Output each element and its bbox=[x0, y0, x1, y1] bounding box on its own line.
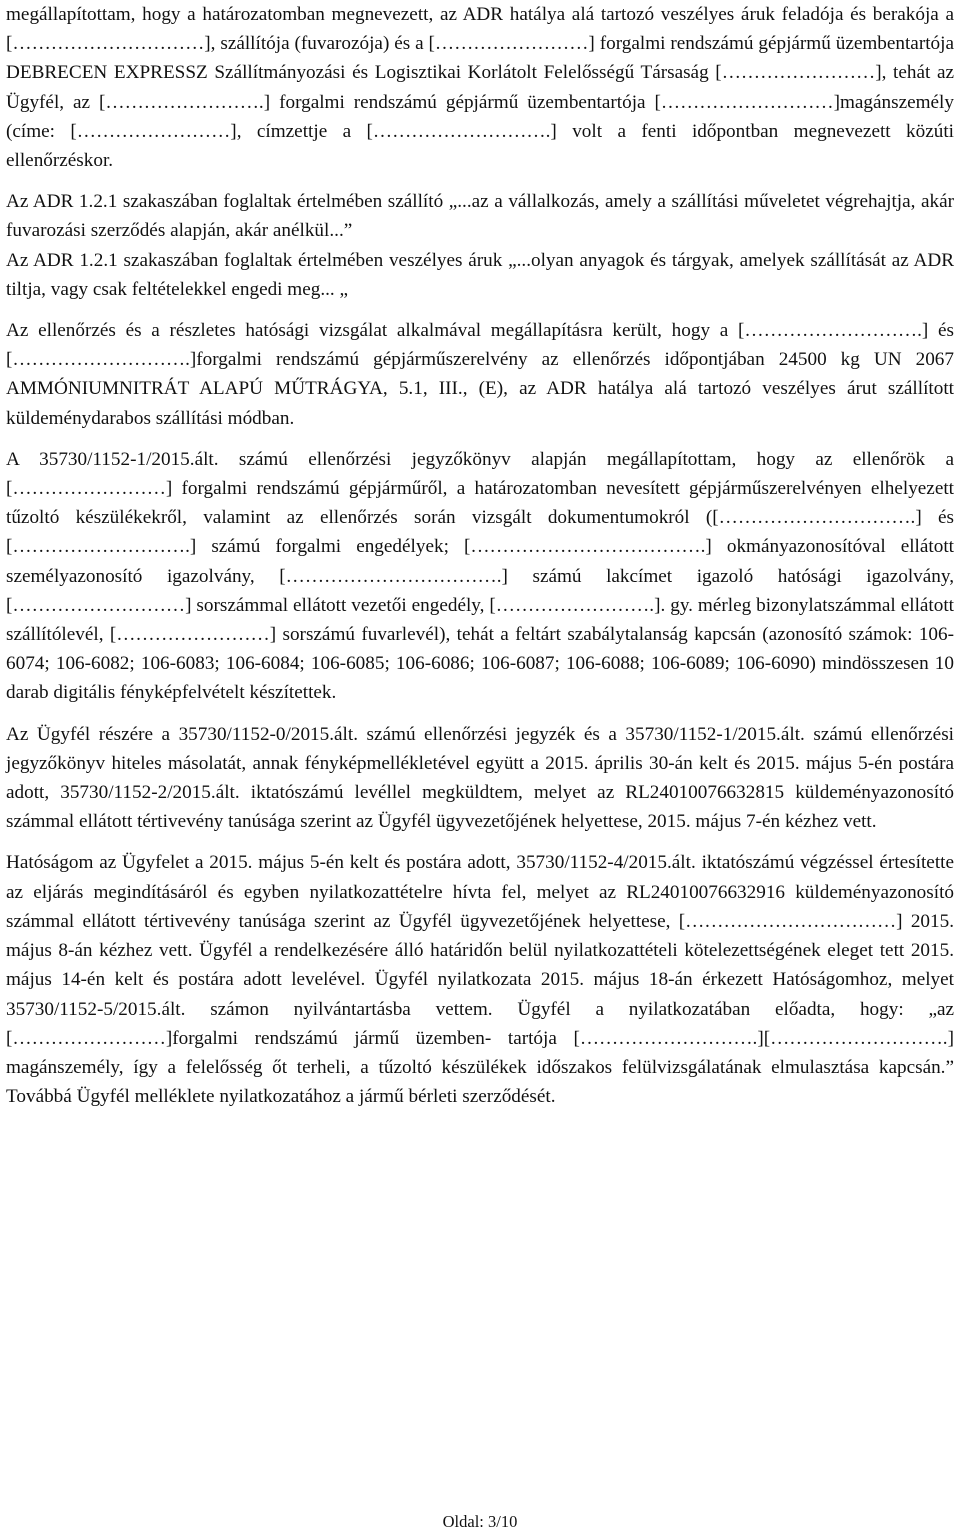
paragraph-inspection-report: A 35730/1152-1/2015.ált. számú ellenőrzési jegyzőkönyv alapján megállapítottam, hogy az ellenőrök a [……………………] forgalmi rendszámú gépjárműről, a határozatomban nevesített gépjárműszerelvényen elhelyezett tűzoltó készülékekről, valamint az ellenőrzés során vizsgált dokumentumokról ([………………………….] és [……………………….] számú forgalmi engedélyek; [……………………………….] okmányazonosítóval ellátott személyazonosító igazolvány, […………………………….] számú lakcímet igazoló hatósági igazolvány, [………………………] sorszámmal ellátott vezetői engedély, […………………….]. gy. mérleg bizonylatszámmal ellátott szállítólevél, [……………………] sorszámú fuvarlevél), tehát a feltárt szabálytalanság kapcsán (azonosító számok: 106-6074; 106-6082; 106-6083; 106-6084; 106-6085; 106-6086; 106-6087; 106-6088; 106-6089; 106-6090) mindösszesen 10 darab digitális fényképfelvételt készítettek. bbox=[6, 448, 954, 704]
paragraph-inspection-result: Az ellenőrzés és a részletes hatósági vizsgálat alkalmával megállapításra került, hogy a [……………………….] és [……………………….]forgalmi rendszámú gépjárműszerelvény az ellenőrzés időpontjában 24500 kg UN 2067 AMMÓNIUMNITRÁT ALAPÚ MŰTRÁGYA, 5.1, III., (E), az ADR hatálya alá tartozó veszélyes árut szállított küldeménydarabos szállítási módban. bbox=[6, 320, 954, 429]
paragraph-adr-dangerous-goods-definition: Az ADR 1.2.1 szakaszában foglaltak értelmében veszélyes áruk „...olyan anyagok és tárgyak, amelyek szállítását az ADR tiltja, vagy csak feltételekkel engedi meg... „ bbox=[6, 249, 954, 300]
paragraph-client-notification: Az Ügyfél részére a 35730/1152-0/2015.ált. számú ellenőrzési jegyzék és a 35730/1152-1/2015.ált. számú ellenőrzési jegyzőkönyv hiteles másolatát, annak fényképmellékletével együtt a 2015. április 30-án kelt és 2015. május 5-én postára adott, 35730/1152-2/2015.ált. iktatószámú levéllel megküldtem, melyet az RL24010076632815 küldeményazonosító számmal ellátott tértivevény tanúsága szerint az Ügyfél ügyvezetőjének helyettese, 2015. május 7-én kézhez vett. bbox=[6, 723, 954, 833]
page-number-footer: Oldal: 3/10 bbox=[442, 1512, 518, 1531]
document-page bbox=[6, 0, 954, 1111]
paragraph-findings-intro: megállapítottam, hogy a határozatomban megnevezett, az ADR hatálya alá tartozó veszélyes áruk feladója és berakója a […………………………], szállítója (fuvarozója) és a [……………………] forgalmi rendszámú gépjármű üzembentartója DEBRECEN EXPRESSZ Szállítmányozási és Logisztikai Korlátolt Felelősségű Társaság [……………………], tehát az Ügyfél, az […………………….] forgalmi rendszámú gépjármű üzembentartója [………………………]magánszemély (címe: [……………………], címzettje a [……………………….] volt a fenti időpontban megnevezett közúti ellenőrzéskor. bbox=[6, 4, 954, 172]
paragraph-procedure-initiation: Hatóságom az Ügyfelet a 2015. május 5-én kelt és postára adott, 35730/1152-4/2015.ált. iktatószámú végzéssel értesítette az eljárás megindításáról és egyben nyilatkozattételre hívta fel, melyet az RL24010076632916 küldeményazonosító számmal ellátott tértivevény tanúsága szerint az Ügyfél ügyvezetőjének helyettese, [……………………………] 2015. május 8-án kézhez vett. Ügyfél a rendelkezésére álló határidőn belül nyilatkozattételi kötelezettségének eleget tett 2015. május 14-én kelt és postára adott levelével. Ügyfél nyilatkozata 2015. május 18-án érkezett Hatóságomhoz, melyet 35730/1152-5/2015.ált. számon nyilvántartásba vettem. Ügyfél a nyilatkozatában előadta, hogy: „az [……………………]forgalmi rendszámú jármű üzemben- tartója [……………………….][……………………….] magánszemély, így a felelősség őt terheli, a tűzoltó készülékek időszakos felülvizsgálatának elmulasztása kapcsán.” Továbbá Ügyfél melléklete nyilatkozatához a jármű bérleti szerződését. bbox=[6, 852, 954, 1108]
paragraph-adr-carrier-definition: Az ADR 1.2.1 szakaszában foglaltak értelmében szállító „...az a vállalkozás, amely a szállítási műveletet végrehajtja, akár fuvarozási szerződés alapján, akár anélkül...” bbox=[6, 191, 954, 242]
